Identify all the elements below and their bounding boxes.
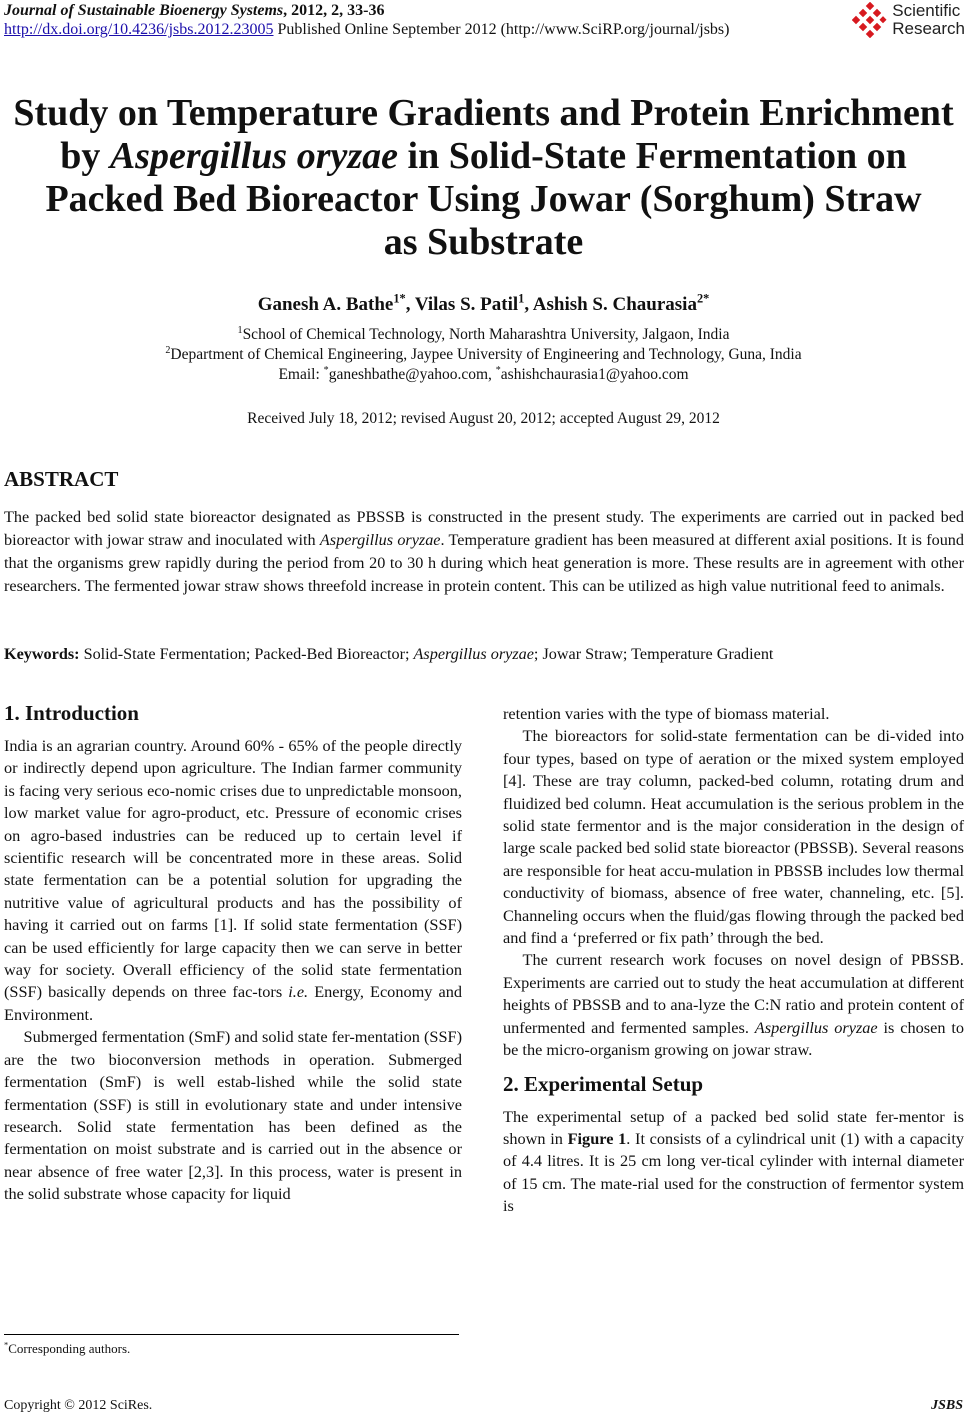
- affiliation-1: [0, 326, 967, 344]
- paper-title: [0, 92, 967, 264]
- text-run: Corresponding authors.: [8, 1341, 131, 1356]
- logo-text-2: Research: [892, 19, 965, 38]
- journal-name: [4, 2, 384, 20]
- text-run: The packed bed solid state bioreactor designated as PBSSB is constructed in the present study. The experiments are carried out in packed bed bioreactor with jowar straw and inoculated with: [4, 508, 964, 549]
- superscript: *: [323, 364, 329, 376]
- bold-text: Figure 1: [567, 1128, 627, 1148]
- italic-text: i.e.: [288, 982, 309, 1002]
- text-run: retention varies with the type of biomass material.: [503, 704, 830, 723]
- left-column: [4, 699, 462, 1206]
- journal-title: Journal of Sustainable Bioenergy Systems: [4, 2, 284, 19]
- text-run: Study on Temperature Gradients and Protein Enrichment: [13, 92, 954, 134]
- italic-text: Aspergillus oryzae: [319, 531, 441, 549]
- email-line: [0, 366, 967, 384]
- italic-text: Aspergillus oryzae: [109, 135, 399, 177]
- journal-abbreviation: JSBS: [931, 1398, 963, 1413]
- paragraph: [503, 949, 964, 1061]
- text-run: ; Jowar Straw; Temperature Gradient: [533, 645, 774, 663]
- text-run: The experimental setup of a packed bed solid state fer-mentor is shown in: [503, 1106, 964, 1148]
- bold-text: Keywords:: [4, 645, 80, 663]
- text-run: as Substrate: [383, 221, 584, 263]
- superscript: *: [495, 364, 501, 376]
- text-run: , Ashish S. Chaurasia: [524, 294, 697, 315]
- journal-volume: , 2012, 2, 33-36: [283, 2, 385, 19]
- footnote: [4, 1341, 130, 1357]
- text-run: Ganesh A. Bathe: [257, 294, 394, 315]
- text-run: ganeshbathe@yahoo.com,: [328, 366, 496, 383]
- title-line: [0, 92, 967, 135]
- text-run: The current research work focuses on novel design of PBSSB. Experiments are carried out to study the heat accumulation at different heights of PBSSB and to ana-lyze the C:N ratio and protein content of unfermented and fermented samples.: [503, 950, 964, 1037]
- logo-text-1: Scientific: [892, 1, 961, 20]
- superscript: 1*: [393, 291, 406, 306]
- text-run: Submerged fermentation (SmF) and solid state fer-mentation (SSF) are the two bioconversion methods in operation. Submerged fermentation (SmF) is well estab-lished while the solid state fermentation (SSF) is still in evolutionary state and under intensive research. Solid state fermentation has been defined as the fermentation on moist substrate and is carried out in the absence or near absence of free water [2,3]. In this process, water is present in the solid substrate whose capacity for liquid: [4, 1027, 462, 1204]
- publisher-logo: [852, 2, 965, 38]
- superscript: 2*: [696, 291, 710, 306]
- paragraph: [503, 725, 964, 949]
- text-run: Solid-State Fermentation; Packed-Bed Bioreactor;: [79, 645, 414, 663]
- doi-link[interactable]: http://dx.doi.org/10.4236/jsbs.2012.23005: [4, 21, 274, 38]
- text-run: India is an agrarian country. Around 60% - 65% of the people directly or indirectly depend upon agriculture. The Indian farmer community is facing very serious eco-nomic crises due to unpredictable monsoon, low market value for agro-product, etc. Pressure of economic crises on agro-based industries can be reduced up to certain level if scientific research will be concentrated more in these areas. Solid state fermentation can be a potential solution for upgrading the nutritive value of agricultural products and has the possibility of having it carried out on farms [1]. If solid state fermentation (SSF) can be used efficiently for large capacity then we can serve in better way for society. Overall efficiency of the solid state fermentation (SSF) basically depends on three fac-tors: [4, 736, 462, 1002]
- paragraph: [503, 1106, 964, 1218]
- text-run: Packed Bed Bioreactor Using Jowar (Sorghum) Straw: [45, 178, 922, 220]
- italic-text: Aspergillus oryzae: [413, 645, 534, 663]
- text-run: . Temperature gradient has been measured at different axial positions. It is found that the organisms grew rapidly during the period from 20 to 30 h during which heat generation is more. These results are in agreement with other researchers. The fermented jowar straw shows threefold increase in protein content. This can be utilized as high value nutritional feed to animals.: [4, 531, 964, 595]
- paragraph: [4, 1026, 462, 1205]
- abstract-text: [4, 506, 964, 598]
- paragraph: [503, 703, 964, 725]
- title-line: [0, 178, 967, 221]
- section-heading-introduction: 1. Introduction: [4, 701, 139, 725]
- superscript: 2: [165, 344, 171, 356]
- superscript: 1: [237, 324, 243, 336]
- copyright: Copyright © 2012 SciRes.: [4, 1398, 153, 1413]
- right-column: [503, 703, 964, 1218]
- text-run: Email:: [278, 366, 324, 383]
- superscript: 1: [518, 291, 525, 306]
- superscript: *: [4, 1339, 9, 1350]
- author-list: [0, 291, 967, 316]
- text-run: School of Chemical Technology, North Maharashtra University, Jalgaon, India: [242, 326, 730, 343]
- footnote-divider: [4, 1334, 459, 1335]
- text-run: . It consists of a cylindrical unit (1) with a capacity of 4.4 litres. It is 25 cm long ver-tical cylinder with internal diameter of 15 cm. The mate-rial used for the construction of fermentor system is: [503, 1128, 964, 1216]
- section-heading-experimental-setup: 2. Experimental Setup: [503, 1071, 704, 1096]
- text-run: in Solid-State Fermentation on: [398, 135, 907, 177]
- diamond-logo-icon: [852, 2, 888, 38]
- affiliation-2: [0, 346, 967, 364]
- received-dates: Received July 18, 2012; revised August 20, 2012; accepted August 29, 2012: [247, 410, 720, 427]
- text-run: ashishchaurasia1@yahoo.com: [500, 366, 689, 383]
- doi-line: [4, 21, 729, 39]
- keywords: [4, 645, 773, 664]
- title-line: [0, 135, 967, 178]
- text-run: is chosen to be the micro-organism growing on jowar straw.: [503, 1017, 965, 1060]
- text-run: , Vilas S. Patil: [405, 294, 519, 315]
- abstract-heading: ABSTRACT: [4, 467, 119, 491]
- paragraph: [4, 735, 462, 1026]
- title-line: [0, 221, 967, 264]
- text-run: Department of Chemical Engineering, Jaypee University of Engineering and Technology, Guna, India: [170, 346, 802, 363]
- text-run: Energy, Economy and Environment.: [4, 982, 462, 1024]
- text-run: The bioreactors for solid-state fermentation can be di-vided into four types, based on type of aeration or the mixed system employed [4]. These are tray column, packed-bed column, rotating drum and fluidized bed column. Heat accumulation is the serious problem in the solid state fermentor and is the major consideration in the design of large scale packed bed solid state bioreactor (PBSSB). Several reasons are responsible for heat accu-mulation in PBSSB includes low thermal conductivity of biomass, absence of free water, channeling, etc. [5]. Channeling occurs when the fluid/gas flowing through the packed bed and find a ‘preferred or fix path’ through the bed.: [503, 726, 964, 948]
- published-info: Published Online September 2012 (http://www.SciRP.org/journal/jsbs): [273, 21, 730, 38]
- text-run: by: [60, 135, 110, 177]
- italic-text: Aspergillus oryzae: [754, 1017, 878, 1037]
